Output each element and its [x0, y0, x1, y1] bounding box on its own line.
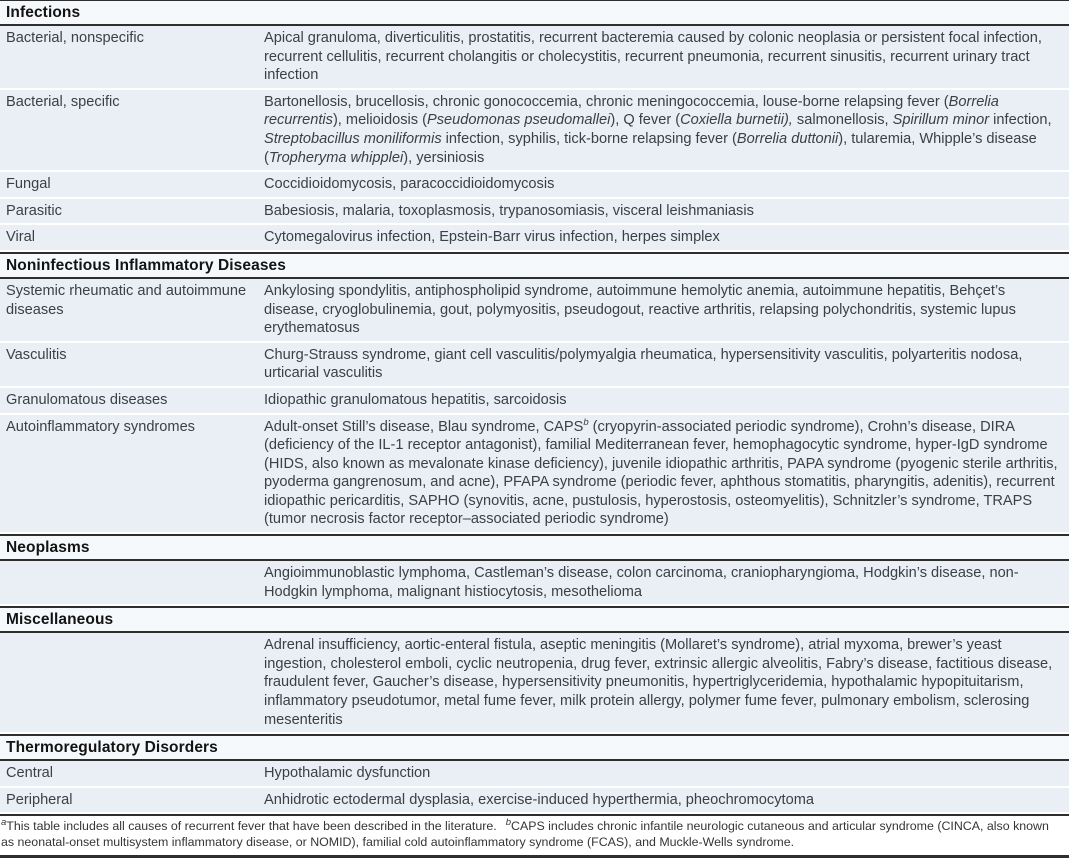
category-cell: Bacterial, specific [6, 93, 120, 110]
text-segment: Babesiosis, malaria, toxoplasmosis, trypanosomiasis, visceral leishmaniasis [264, 202, 754, 219]
text-segment: (cryopyrin-associated periodic syndrome), Crohn’s disease, DIRA (deficiency of the IL-1 receptor antagonist), familial Mediterranean fever, hemophagocytic syndrome, hyper-IgD syndrome (HIDS, also known as mevalonate kinase deficiency), juvenile idiopathic arthritis, PAPA syndrome (pyogenic sterile arthritis, pyoderma gangrenosum, and acne), PFAPA syndrome (periodic fever, aphthous stomatitis, pharyngitis, adenitis), recurrent idiopathic pericarditis, SAPHO (synovitis, acne, pustulosis, hyperostosis, osteomyelitis), Schnitzler’s syndrome, TRAPS (tumor necrosis factor receptor–associated periodic syndrome) [264, 418, 1058, 528]
examples-cell [258, 761, 1069, 786]
text-segment: Borrelia recurrentis [264, 93, 999, 129]
examples-cell [258, 343, 1069, 386]
examples-cell [258, 90, 1069, 170]
text-segment: Hypothalamic dysfunction [264, 765, 431, 782]
category-cell: Central [6, 765, 54, 782]
text-segment: Ankylosing spondylitis, antiphospholipid syndrome, autoimmune hemolytic anemia, autoimmune hepatitis, Behçet’s disease, cryoglobulinemia, gout, polymyositis, pseudogout, reactive arthritis, relapsing polychondritis, systemic lupus erythematosus [264, 282, 1016, 337]
examples-cell [258, 199, 1069, 224]
table-row-bacterial-nonspecific [0, 26, 1069, 90]
table-row-miscellaneous [0, 633, 1069, 734]
text-segment: Pseudomonas pseudomallei [427, 112, 611, 129]
text-segment: Adult-onset Still’s disease, Blau syndrome, CAPS [264, 418, 584, 435]
text-segment: infection, [989, 112, 1052, 129]
footnote-marker: b [505, 817, 511, 829]
text-segment: Apical granuloma, diverticulitis, prostatitis, recurrent bacteremia caused by colonic neoplasia or persistent focal infection, recurrent cellulitis, recurrent cholangitis or cholecystitis, recurrent pneumonia, recurrent sinusitis, recurrent urinary tract infection [264, 30, 1042, 84]
text-segment: Coxiella burnetii), [680, 112, 793, 129]
section-header-noninfectious-inflammatory-diseases: Noninfectious Inflammatory Diseases [0, 252, 1069, 279]
examples-cell [258, 26, 1069, 88]
text-segment: infection, syphilis, tick-borne relapsing fever ( [441, 130, 737, 147]
text-segment: Angioimmunoblastic lymphoma, Castleman’s disease, colon carcinoma, craniopharyngioma, Hodgkin’s disease, non-Hodgkin lymphoma, malignant histiocytosis, mesothelioma [264, 565, 1019, 600]
footnote-marker: a [1, 817, 7, 829]
table-row-systemic-rheumatic-and-autoimmune-diseases [0, 279, 1069, 343]
text-segment: Coccidioidomycosis, paracoccidioidomycosis [264, 176, 555, 193]
text-segment: This table includes all causes of recurrent fever that have been described in the literature. [6, 819, 497, 834]
category-cell: Systemic rheumatic and autoimmune diseases [6, 282, 247, 318]
text-segment: Streptobacillus moniliformis [264, 130, 442, 147]
examples-cell [258, 561, 1069, 604]
category-cell [0, 633, 258, 732]
text-segment: Spirillum minor [892, 112, 990, 129]
category-cell: Granulomatous diseases [6, 391, 168, 408]
category-cell [0, 561, 258, 604]
category-cell: Parasitic [6, 202, 62, 219]
table-row-parasitic [0, 199, 1069, 226]
category-cell: Fungal [6, 176, 51, 193]
category-cell: Vasculitis [6, 346, 67, 363]
text-segment: ), yersiniosis [403, 149, 485, 166]
footnote-marker: b [583, 416, 589, 428]
section-header-thermoregulatory-disorders: Thermoregulatory Disorders [0, 734, 1069, 761]
text-segment: Churg-Strauss syndrome, giant cell vasculitis/polymyalgia rheumatica, hypersensitivity vasculitis, polyarteritis nodosa, urticarial vasculitis [264, 346, 1023, 382]
text-segment: Anhidrotic ectodermal dysplasia, exercise-induced hyperthermia, pheochromocytoma [264, 791, 814, 808]
text-segment: ), tularemia, Whipple’s disease ( [264, 130, 1037, 166]
table-row-neoplasms [0, 561, 1069, 606]
table-row-autoinflammatory-syndromes [0, 415, 1069, 535]
table-row-peripheral [0, 788, 1069, 815]
examples-cell [258, 279, 1069, 341]
category-cell: Viral [6, 229, 35, 246]
examples-cell [258, 388, 1069, 413]
section-header-miscellaneous: Miscellaneous [0, 606, 1069, 633]
category-cell: Peripheral [6, 791, 73, 808]
table-row-viral [0, 225, 1069, 252]
text-segment: salmonellosis, [792, 112, 893, 129]
text-segment: CAPS includes chronic infantile neurologic cutaneous and articular syndrome (CINCA, also known as neonatal-onset multisystem inflammatory disease, or NOMID), familial cold autoinflammatory syndrome (FCAS), and Muckle-Wells syndrome. [1, 819, 1049, 849]
text-segment: Cytomegalovirus infection, Epstein-Barr virus infection, herpes simplex [264, 229, 720, 246]
examples-cell [258, 225, 1069, 250]
table-row-granulomatous-diseases [0, 388, 1069, 415]
text-segment: Adrenal insufficiency, aortic-enteral fistula, aseptic meningitis (Mollaret’s syndrome), atrial myxoma, brewer’s yeast ingestion, cholesterol emboli, cyclic neutropenia, drug fever, extrinsic allergic alveolitis, Fabry’s disease, factitious disease, fraudulent fever, Gaucher’s disease, hypersensitivity pneumonitis, hypertriglyceridemia, hypothalamic hypopituitarism, inflammatory pseudotumor, metal fume fever, milk protein allergy, polymer fume fever, pulmonary embolism, sclerosing mesenteritis [264, 637, 1053, 728]
text-segment: Idiopathic granulomatous hepatitis, sarcoidosis [264, 391, 567, 408]
table-footnote [0, 814, 1069, 857]
text-segment: Bartonellosis, brucellosis, chronic gonococcemia, chronic meningococcemia, louse-borne relapsing fever ( [264, 93, 949, 110]
examples-cell [258, 415, 1069, 533]
examples-cell [258, 788, 1069, 813]
category-cell: Bacterial, nonspecific [6, 30, 144, 46]
table-row-vasculitis [0, 343, 1069, 388]
text-segment: ), Q fever ( [610, 112, 681, 129]
examples-cell [258, 172, 1069, 197]
table-row-bacterial-specific [0, 90, 1069, 172]
section-header-infections: Infections [0, 0, 1069, 26]
text-segment: ), melioidosis ( [332, 112, 428, 129]
table-row-central [0, 761, 1069, 788]
examples-cell [258, 633, 1069, 732]
table-row-fungal [0, 172, 1069, 199]
section-header-neoplasms: Neoplasms [0, 534, 1069, 561]
text-segment: Borrelia duttonii [736, 130, 839, 147]
category-cell: Autoinflammatory syndromes [6, 418, 195, 435]
text-segment: Tropheryma whipplei [268, 149, 404, 166]
